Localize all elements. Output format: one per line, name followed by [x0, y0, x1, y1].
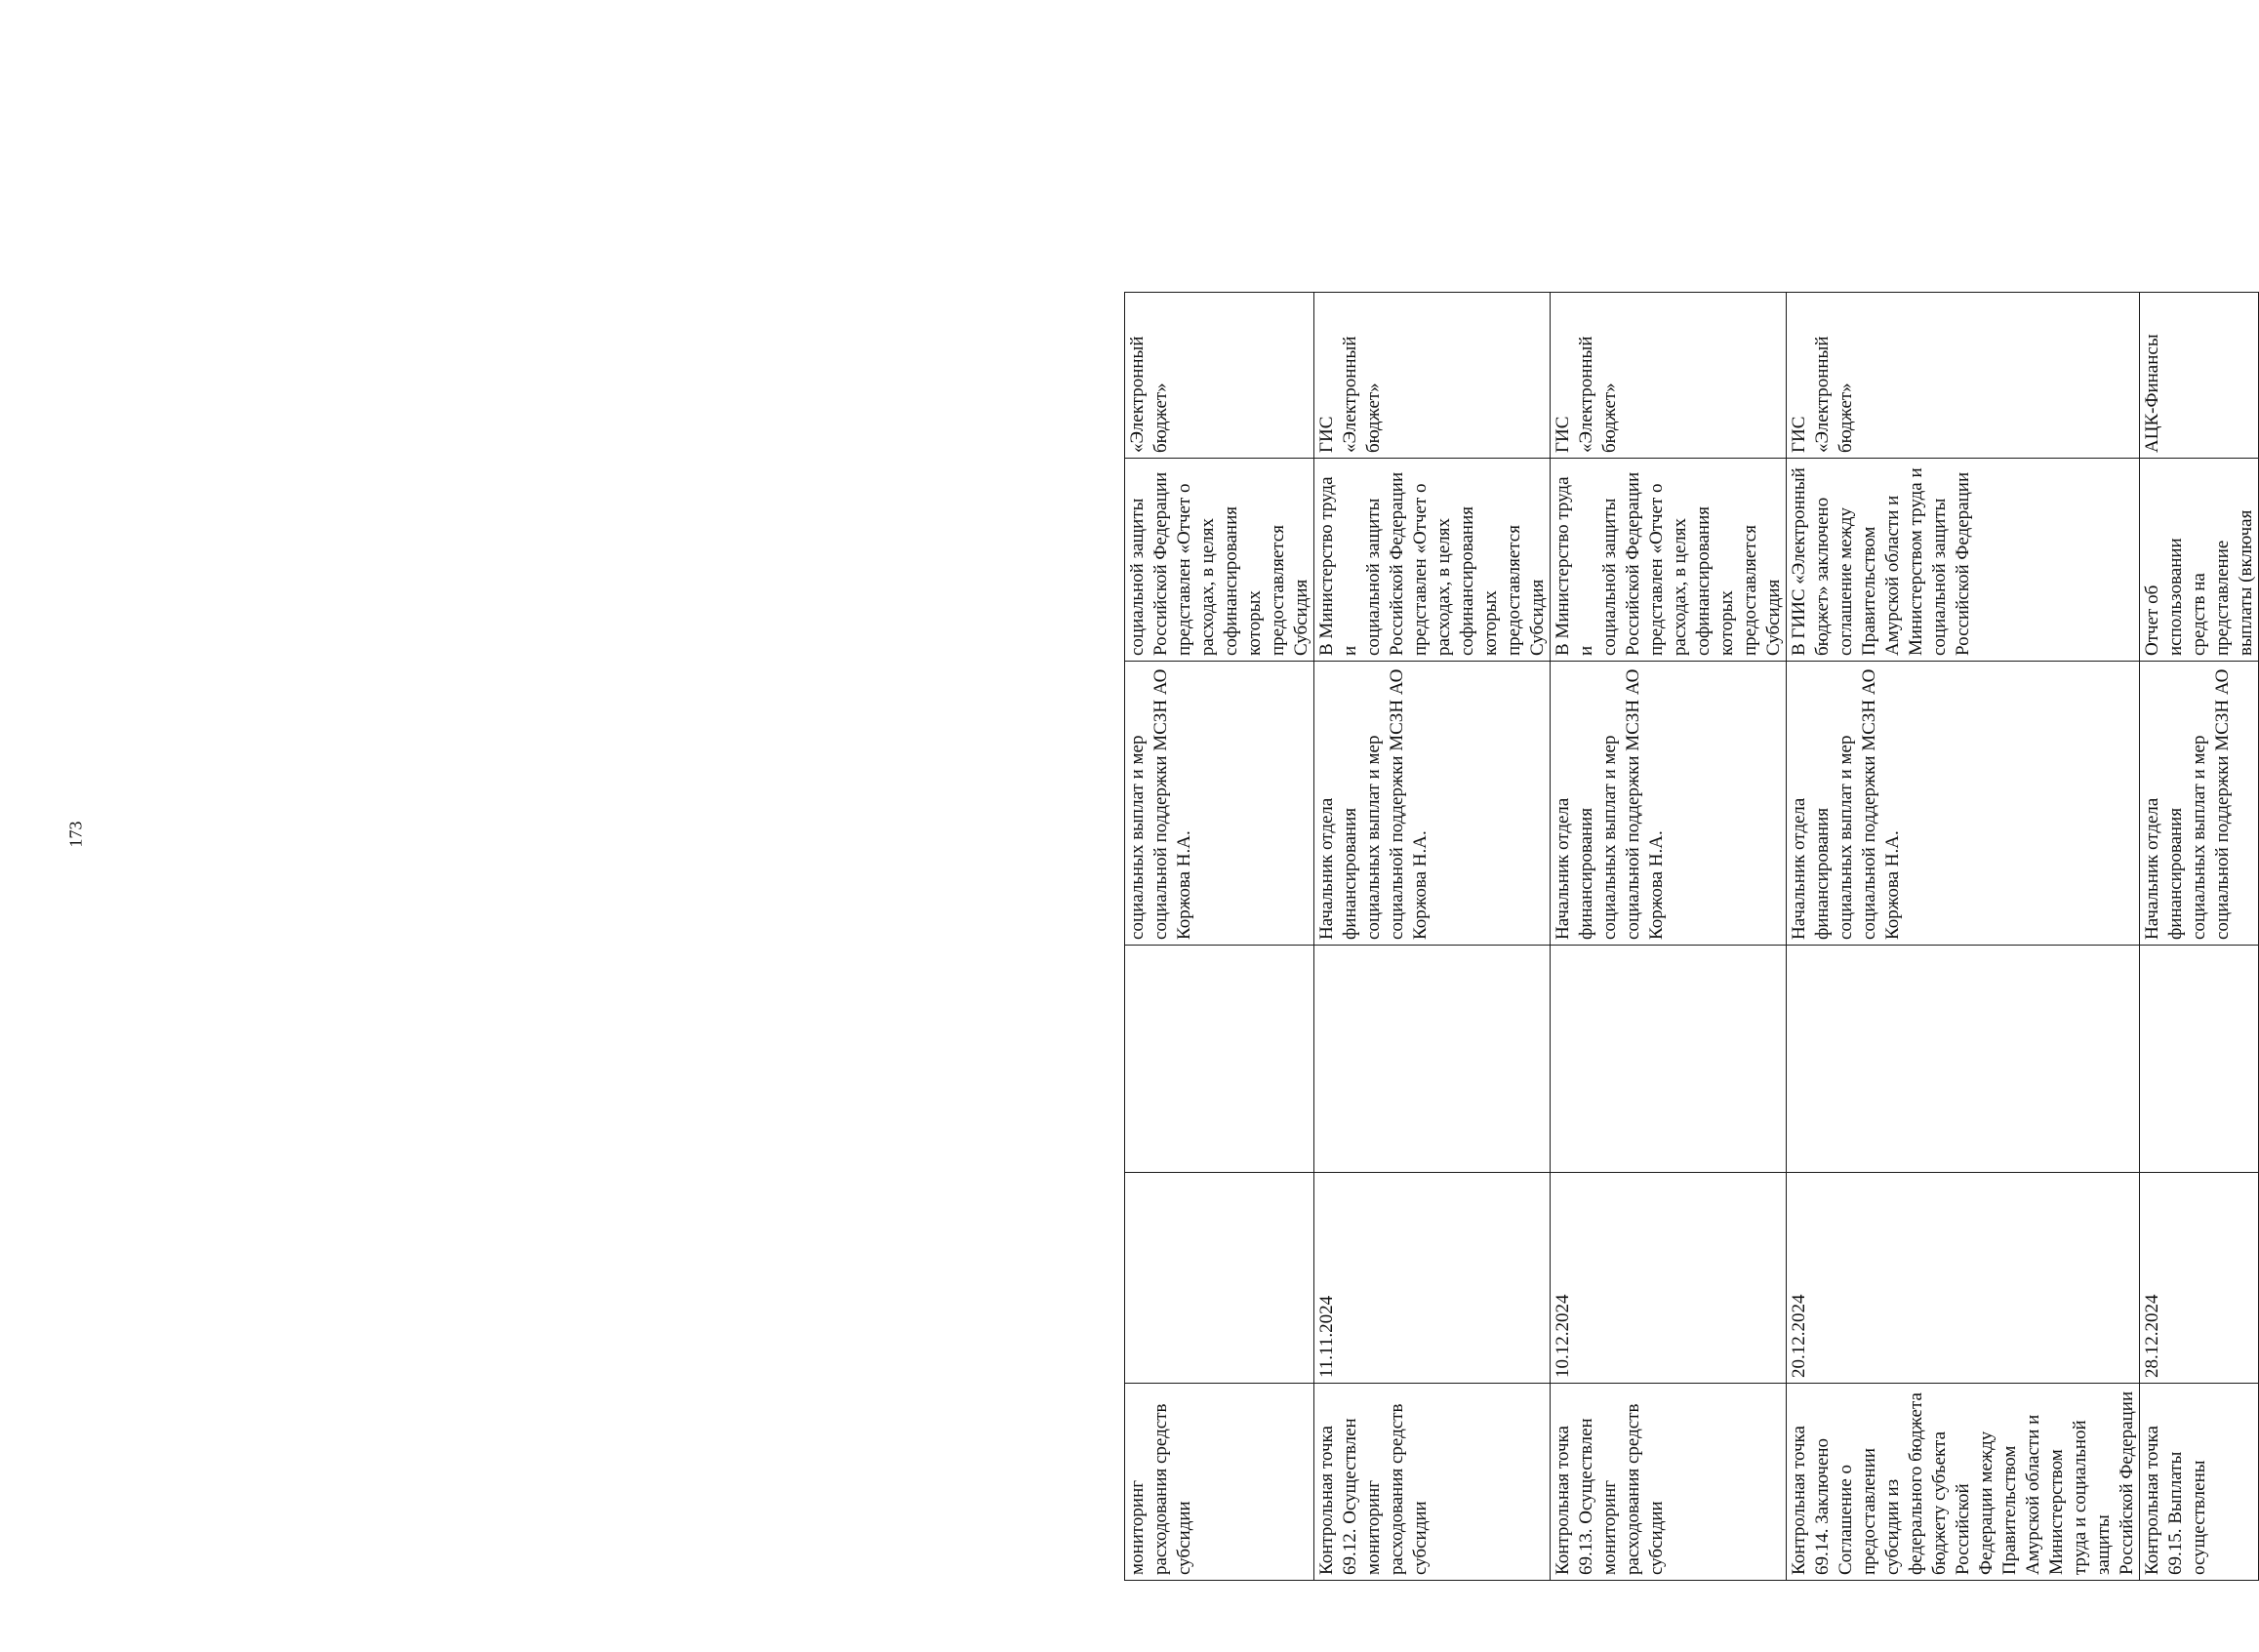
table-row [1551, 293, 1787, 1581]
responsible-cell [1551, 662, 1787, 946]
deadline-cell [1551, 1173, 1787, 1384]
control-point-name-text: Контрольная точка 69.15. Выплаты осуществлены [2142, 1426, 2209, 1575]
control-point-name-cell [1551, 1384, 1787, 1581]
information-system-cell [2140, 293, 2259, 459]
control-points-table [1124, 292, 2259, 1581]
information-system-text: ГИС «Электронный бюджет» [1316, 336, 1384, 453]
information-system-cell [1314, 293, 1551, 459]
empty-cell [1314, 946, 1551, 1173]
table-row [1787, 293, 2140, 1581]
information-system-text: ГИС «Электронный бюджет» [1789, 336, 1856, 453]
result-document-cell [1125, 459, 1314, 662]
control-point-name-cell [1125, 1384, 1314, 1581]
result-document-text: Отчет об использовании средств на представление выплаты (включая [2142, 509, 2256, 656]
page-number: 173 [65, 821, 86, 848]
empty-cell [1787, 946, 2140, 1173]
deadline-text: 11.11.2024 [1316, 1295, 1337, 1378]
deadline-text: 20.12.2024 [1789, 1294, 1809, 1378]
rotated-page [1124, 293, 2256, 1581]
deadline-text: 10.12.2024 [1553, 1294, 1573, 1378]
empty-cell [1125, 946, 1314, 1173]
result-document-text: социальной защиты Российской Федерации представлен «Отчет о расходах, в целях софинансирования которых предоставляется Субсидия [1127, 471, 1311, 656]
deadline-text: 28.12.2024 [2142, 1294, 2162, 1378]
deadline-cell [1787, 1173, 2140, 1384]
information-system-cell [1787, 293, 2140, 459]
responsible-text: Начальник отдела финансирования социальных выплат и мер социальной поддержки МСЗН АО Коржова Н.А. [1789, 668, 1903, 940]
responsible-text: Начальник отдела финансирования социальных выплат и мер социальной поддержки МСЗН АО Коржова Н.А. [1553, 668, 1667, 940]
empty-cell [2140, 946, 2259, 1173]
information-system-text: «Электронный бюджет» [1127, 336, 1171, 453]
empty-cell [1551, 946, 1787, 1173]
table-row [1314, 293, 1551, 1581]
result-document-text: В Министерство труда и социальной защиты Российской Федерации представлен «Отчет о расходах, в целях софинансирования которых предоставляется Субсидия [1553, 471, 1784, 656]
responsible-text: Начальник отдела финансирования социальных выплат и мер социальной поддержки МСЗН АО Коржова Н.А. [1316, 668, 1431, 940]
control-point-name-cell [1787, 1384, 2140, 1581]
information-system-cell [1551, 293, 1787, 459]
information-system-cell [1125, 293, 1314, 459]
responsible-cell [1125, 662, 1314, 946]
control-point-name-text: мониторинг расходования средств субсидии [1127, 1403, 1194, 1575]
deadline-cell [1125, 1173, 1314, 1384]
result-document-cell [1551, 459, 1787, 662]
control-point-name-text: Контрольная точка 69.14. Заключено Соглашение о предоставлении субсидии из федерального бюджета бюджету субъекта Российской Федерации между Правительством Амурской области и Министерством труда и социальной защиты Российской Федерации [1789, 1390, 2137, 1575]
deadline-cell [2140, 1173, 2259, 1384]
result-document-cell [1787, 459, 2140, 662]
control-point-name-cell [1314, 1384, 1551, 1581]
control-point-name-text: Контрольная точка 69.12. Осуществлен мониторинг расходования средств субсидии [1316, 1403, 1431, 1575]
table-row [2140, 293, 2259, 1581]
control-point-name-cell [2140, 1384, 2259, 1581]
information-system-text: АЦК-Финансы [2142, 334, 2162, 453]
information-system-text: ГИС «Электронный бюджет» [1553, 336, 1620, 453]
result-document-cell [2140, 459, 2259, 662]
result-document-cell [1314, 459, 1551, 662]
result-document-text: В Министерство труда и социальной защиты Российской Федерации представлен «Отчет о расходах, в целях софинансирования которых предоставляется Субсидия [1316, 471, 1548, 656]
responsible-cell [1314, 662, 1551, 946]
responsible-cell [1787, 662, 2140, 946]
result-document-text: В ГИИС «Электронный бюджет» заключено соглашение между Правительством Амурской области и Министерством труда и социальной защиты Российской Федерации [1789, 467, 1973, 656]
deadline-cell [1314, 1173, 1551, 1384]
responsible-text: социальных выплат и мер социальной поддержки МСЗН АО Коржова Н.А. [1127, 668, 1194, 940]
table-row [1125, 293, 1314, 1581]
responsible-text: Начальник отдела финансирования социальных выплат и мер социальной поддержки МСЗН АО [2142, 668, 2233, 940]
responsible-cell [2140, 662, 2259, 946]
control-point-name-text: Контрольная точка 69.13. Осуществлен мониторинг расходования средств субсидии [1553, 1403, 1667, 1575]
